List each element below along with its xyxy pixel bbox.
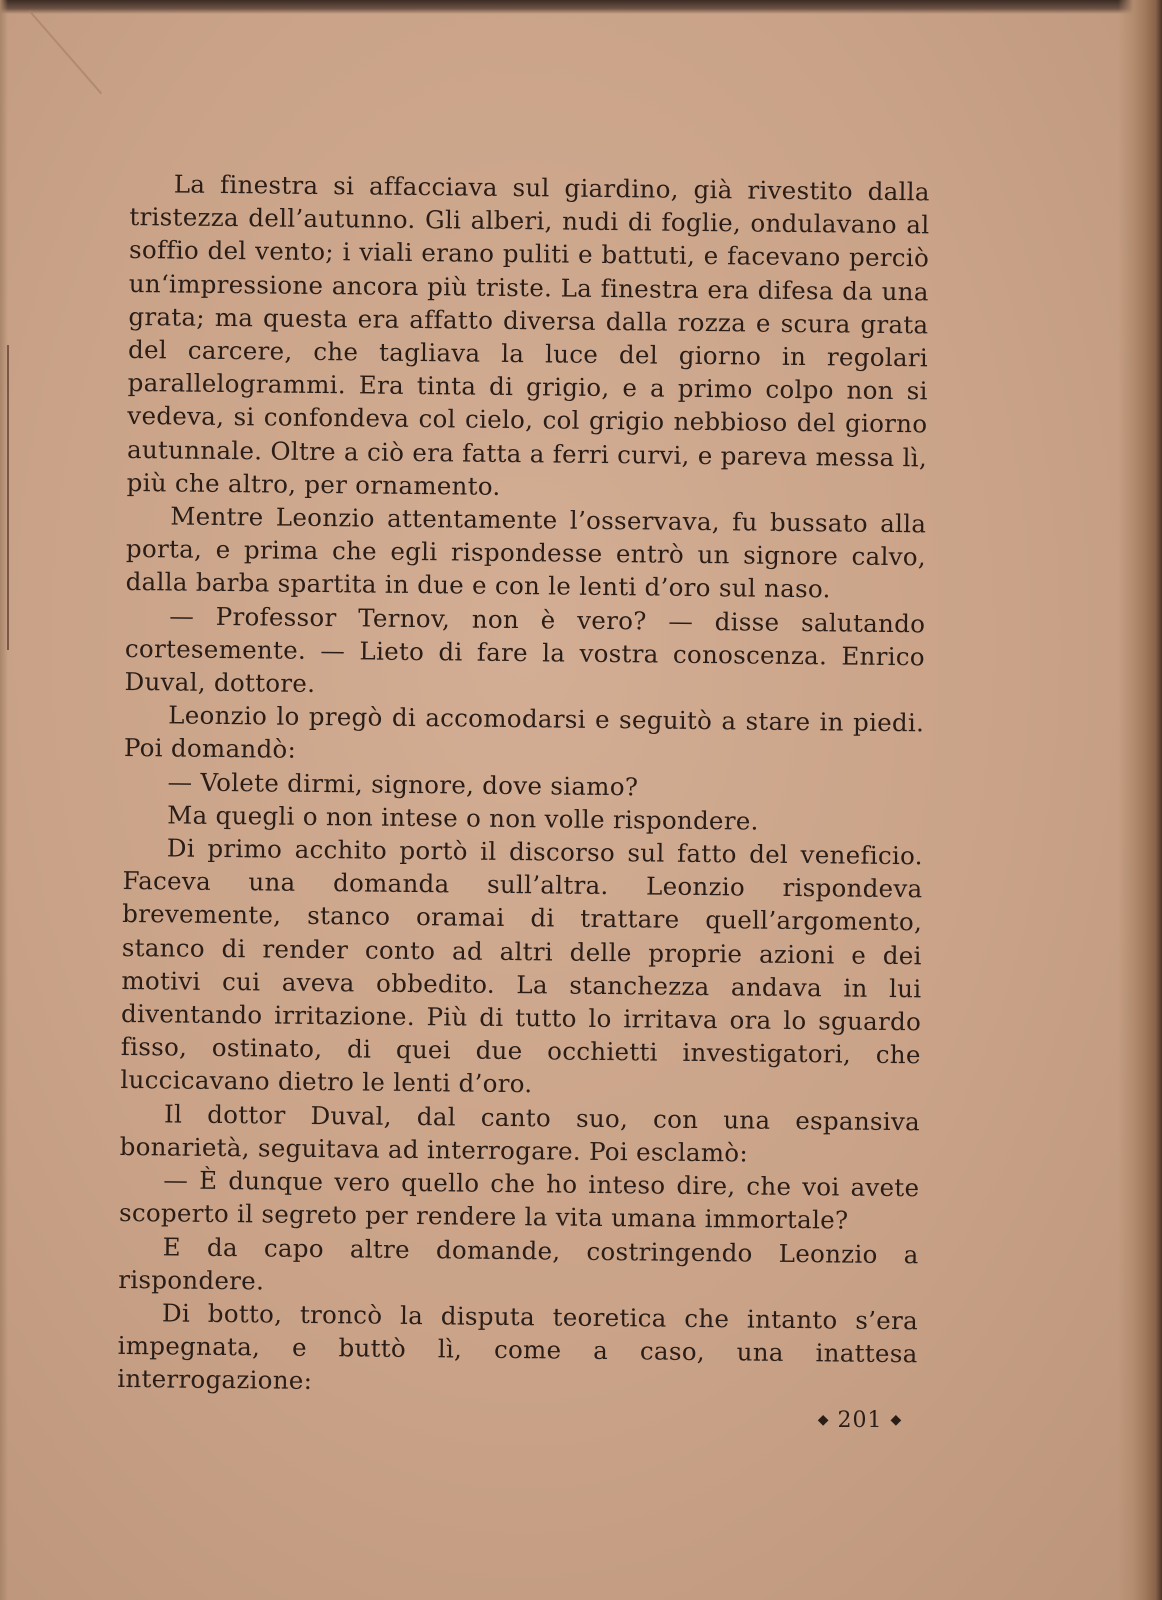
page-left-shadow	[0, 0, 8, 1600]
paragraph: Ma quegli o non intese o non volle rispondere.	[167, 800, 759, 836]
paragraph: Leonzio lo pregò di accomodarsi e seguitò a stare in piedi. Poi domandò:	[123, 700, 925, 765]
diamond-ornament-icon: ◆	[817, 1412, 830, 1428]
page-right-edge	[1118, 0, 1162, 1600]
paragraph: La finestra si affacciava sul giardino, già rivestito dalla tristezza dell’autunno. Gli alberi, nudi di foglie, ondulavano al soffio del vento; i viali erano puliti e battuti, e facevano perciò un‘impressione ancora più triste. La finestra era difesa da una grata; ma questa era affatto diversa dalla rozza e scura grata del carcere, che tagliava la luce del giorno in regolari parallelogrammi. Era tinta di grigio, e a primo colpo non si vedeva, si confondeva col cielo, col grigio nebbioso del giorno autunnale. Oltre a ciò era fatta a ferri curvi, e pareva messa lì, più che altro, per ornamento.	[126, 169, 930, 501]
paragraph: — Professor Ternov, non è vero? — disse salutando cortesemente. — Lieto di fare la vostra conoscenza. Enrico Duval, dottore.	[124, 601, 926, 699]
paragraph: Di primo acchito portò il discorso sul fatto del veneficio. Faceva una domanda sull’altra. Leonzio rispondeva brevemente, stanco oramai di trattare quell’argomento, stanco di render conto ad altri delle proprie azioni e dei motivi cui aveva obbedito. La stanchezza andava in lui diventando irritazione. Più di tutto lo irritava ora lo sguardo fisso, ostinato, di quei due occhietti investigatori, che luccicavano dietro le lenti d’oro.	[120, 833, 923, 1099]
page-number	[805, 1408, 915, 1433]
page-number-value: 201	[837, 1408, 883, 1433]
paragraph: E da capo altre domande, costringendo Leonzio a rispondere.	[118, 1231, 919, 1296]
body-text	[117, 167, 930, 1404]
paragraph: Mentre Leonzio attentamente l’osservava, fu bussato alla porta, e prima che egli rispondesse entrò un signore calvo, dalla barba spartita in due e con le lenti d’oro sul naso.	[125, 501, 927, 604]
binding-mark	[7, 345, 9, 650]
paragraph: — Volete dirmi, signore, dove siamo?	[167, 767, 639, 802]
diamond-ornament-icon: ◆	[890, 1412, 903, 1428]
page-top-edge	[0, 0, 1162, 14]
corner-crease	[28, 10, 102, 94]
paragraph: Di botto, troncò la disputa teoretica che intanto s’era impegnata, e buttò lì, come a caso, una inattesa interrogazione:	[117, 1298, 919, 1396]
paragraph: Il dottor Duval, dal canto suo, con una espansiva bonarietà, seguitava ad interrogare. Poi esclamò:	[119, 1099, 921, 1168]
paragraph: — È dunque vero quello che ho inteso dire, che voi avete scoperto il segreto per rendere la vita umana immortale?	[118, 1165, 920, 1235]
